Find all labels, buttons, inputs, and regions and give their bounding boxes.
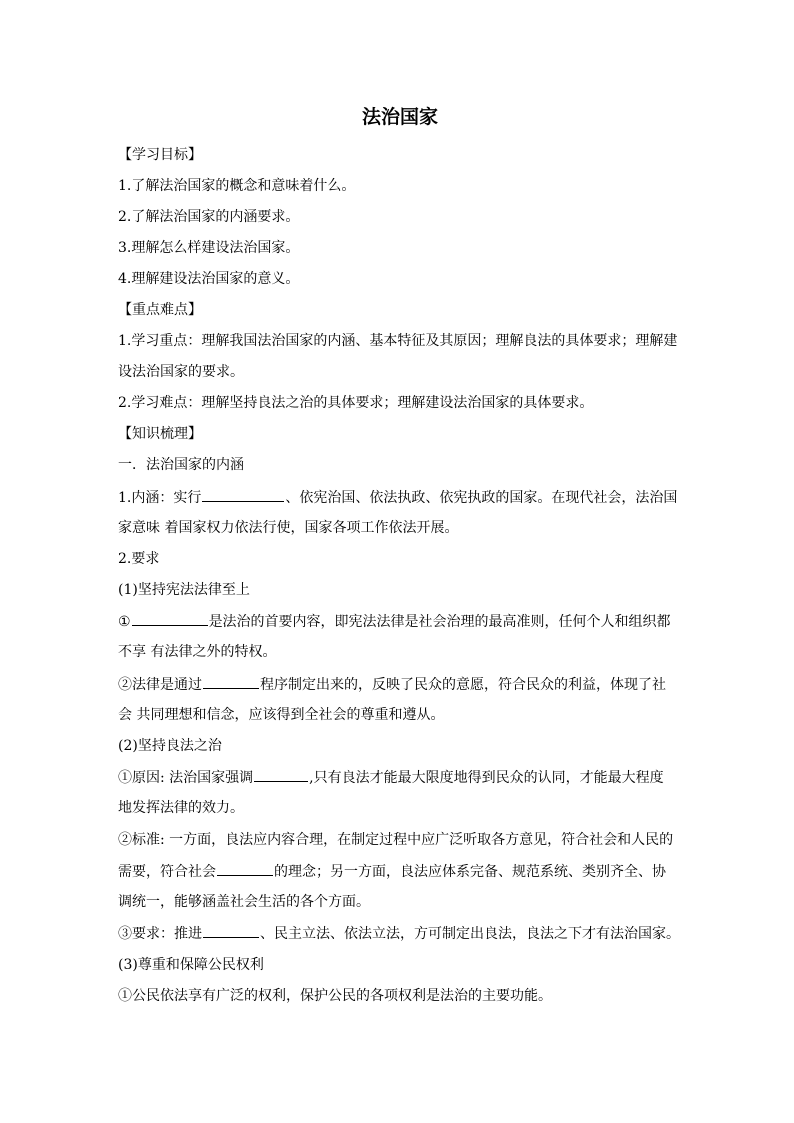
fill-blank-6[interactable]: [203, 923, 259, 938]
item-2: 2.要求: [118, 551, 160, 567]
goal-item-4: 4.理解建设法治国家的意义。: [118, 271, 300, 287]
goal-item-1: 1.了解法治国家的概念和意味着什么。: [118, 178, 356, 194]
sub-2d-text-after: 的理念；另一方面，良法应体系完备、规范系统、类别齐全、协: [274, 864, 666, 880]
sub-2-line-1: [118, 767, 682, 788]
sub-2f-text-before: ③要求：推进: [118, 926, 202, 942]
part-1-title: 一．法治国家的内涵: [118, 457, 244, 473]
section-header-goals: 【学习目标】: [118, 147, 202, 163]
sub-heading-3: (3)尊重和保障公民权利: [118, 957, 264, 973]
fill-blank-2[interactable]: [132, 611, 208, 626]
sub-1-text-after: 是法治的首要内容，即宪法法律是社会治理的最高准则，任何个人和组织都: [208, 614, 671, 630]
item-1-text-after: 、依宪治国、依法执政、依宪执政的国家。在现代社会，法治国: [285, 490, 678, 506]
sub-2a-text-after: ,只有良法才能最大限度地得到民众的认同，才能最大程度: [309, 770, 664, 786]
key-point-1-line-2: 设法治国家的要求。: [118, 364, 244, 380]
item-1-line-1: [118, 487, 682, 508]
sub-2-line-3: ②标准: 一方面，良法应内容合理，在制定过程中应广泛听取各方意见，符合社会和人民的: [118, 832, 674, 848]
sub-2-line-6: [118, 923, 682, 944]
fill-blank-5[interactable]: [217, 861, 273, 876]
key-point-1-line-1: 1.学习重点：理解我国法治国家的内涵、基本特征及其原因；理解良法的具体要求；理解建: [118, 333, 678, 349]
sub-2f-text-after: 、民主立法、依法立法，方可制定出良法，良法之下才有法治国家。: [260, 926, 680, 942]
fill-blank-3[interactable]: [203, 674, 259, 689]
sub-1-line-1: [118, 611, 682, 632]
section-header-knowledge: 【知识梳理】: [118, 426, 202, 442]
fill-blank-4[interactable]: [254, 767, 308, 782]
key-point-2: 2.学习难点：理解坚持良法之治的具体要求；理解建设法治国家的具体要求。: [118, 395, 594, 411]
item-1-line-2: 家意味 着国家权力依法行使，国家各项工作依法开展。: [118, 520, 459, 536]
sub-1-line-4: 会 共同理想和信念，应该得到全社会的尊重和遵从。: [118, 707, 445, 723]
sub-1-marker: ①: [118, 614, 131, 630]
goal-item-2: 2.了解法治国家的内涵要求。: [118, 209, 300, 225]
section-header-key-points: 【重点难点】: [118, 302, 202, 318]
sub-1-line-3: [118, 674, 682, 695]
sub-2-line-4: [118, 861, 682, 882]
sub-heading-1: (1)坚持宪法法律至上: [118, 582, 250, 598]
item-1-text-before: 1.内涵：实行: [118, 490, 202, 506]
goal-item-3: 3.理解怎么样建设法治国家。: [118, 240, 300, 256]
sub-2d-text-before: 需要，符合社会: [118, 864, 216, 880]
page-title: 法治国家: [361, 106, 438, 128]
sub-1c-text-before: ②法律是通过: [118, 677, 202, 693]
sub-2-line-2: 地发挥法律的效力。: [118, 800, 244, 816]
sub-heading-2: (2)坚持良法之治: [118, 738, 222, 754]
sub-2a-text-before: ①原因: 法治国家强调: [118, 770, 254, 786]
sub-1c-text-after: 程序制定出来的，反映了民众的意愿，符合民众的利益，体现了社: [260, 677, 666, 693]
sub-3-line-1: ①公民依法享有广泛的权利，保护公民的各项权利是法治的主要功能。: [118, 988, 552, 1004]
sub-1-line-2: 不享 有法律之外的特权。: [118, 644, 277, 660]
sub-2-line-5: 调统一，能够涵盖社会生活的各个方面。: [118, 894, 370, 910]
fill-blank-1[interactable]: [202, 487, 284, 502]
